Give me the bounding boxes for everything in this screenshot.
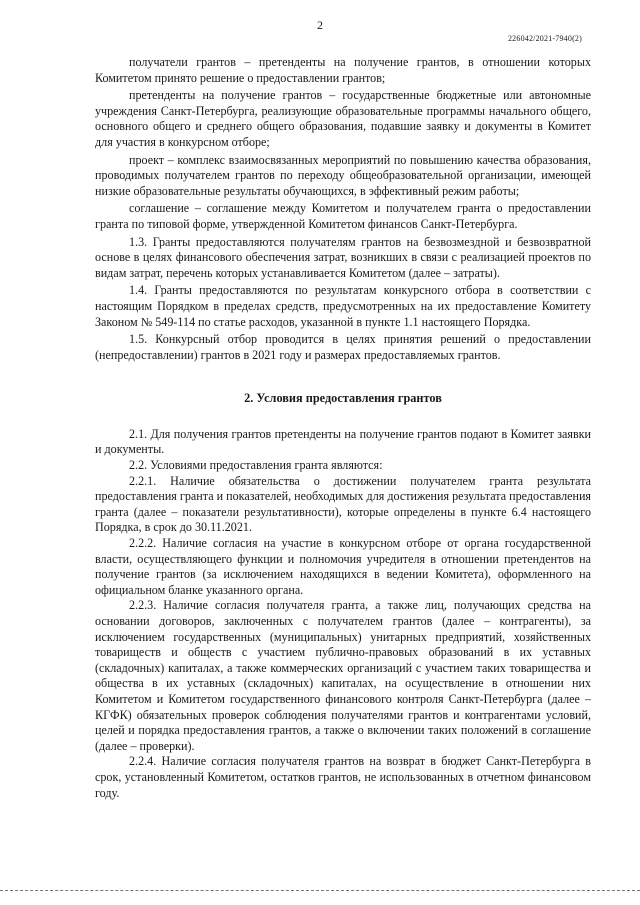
section-title: 2. Условия предоставления грантов [244,391,442,406]
paragraph: претенденты на получение грантов – государственные бюджетные или автономные учреждения Санкт-Петербурга, реализующие образовательные программы начального общего, основного общего и среднего общего образования, подавшие заявку и документы в Комитет для участия в конкурсном отборе; [95,88,591,149]
page-number: 2 [317,18,323,32]
paragraph: соглашение – соглашение между Комитетом и получателем гранта о предоставлении гранта по типовой форме, утвержденной Комитетом финансов Санкт-Петербурга. [95,201,591,231]
paragraph: проект – комплекс взаимосвязанных мероприятий по повышению качества образования, проводимых получателем грантов по переходу общеобразовательной организации, имеющей низкие образовательные результаты обучающихся, в эффективный режим работы; [95,152,591,198]
page-bottom-rule [0,890,640,891]
paragraph: 2.2.1. Наличие обязательства о достижении получателем гранта результата предоставления гранта и показателей, необходимых для достижения результата предоставления гранта (далее – показатели результативности), которые определены в пункте 6.4 настоящего Порядка, в срок до 30.11.2021. [95,473,591,535]
paragraph: 2.1. Для получения грантов претенденты на получение грантов подают в Комитет заявки и документы. [95,426,591,457]
paragraph: 2.2.3. Наличие согласия получателя гранта, а также лиц, получающих средства на основании договоров, заключенных с получателем грантов (далее – контрагенты), за исключением государственных (муниципальных) унитарных предприятий, хозяйственных товариществ и обществ с участием публично-правовых образований в их уставных (складочных) капиталах, а также коммерческих организаций с участием таких товарищества и общества в их уставных (складочных) капиталах, на осуществление в отношении них Комитетом и Комитетом государственного финансового контроля Санкт-Петербурга (далее – КГФК) обязательных проверок соблюдения получателями грантов и контрагентами условий, целей и порядка предоставления грантов, а также о включении таких положений в соглашение (далее – проверки). [95,598,591,753]
paragraph: 2.2.2. Наличие согласия на участие в конкурсном отборе от органа государственной власти, осуществляющего функции и полномочия учредителя в отношении претендентов на получение грантов (за исключением находящихся в ведении Комитета), оформленного на официальном бланке указанного органа. [95,536,591,597]
document-id: 226042/2021-7940(2) [507,34,582,43]
paragraph: 1.3. Гранты предоставляются получателям грантов на безвозмездной и безвозвратной основе в целях финансового обеспечения затрат, возникших в связи с реализацией проектов по видам затрат, перечень которых устанавливается Комитетом (далее – затраты). [95,234,591,280]
paragraph: 2.2.4. Наличие согласия получателя грантов на возврат в бюджет Санкт-Петербурга в срок, установленный Комитетом, остатков грантов, не использованных в отчетном финансовом году. [95,754,591,800]
document-body [95,55,591,801]
paragraph: 2.2. Условиями предоставления гранта являются: [129,458,383,473]
paragraph: 1.5. Конкурсный отбор проводится в целях принятия решений о предоставлении (непредоставлении) грантов в 2021 году и размерах предоставляемых грантов. [95,332,591,362]
paragraph: 1.4. Гранты предоставляются по результатам конкурсного отбора в соответствии с настоящим Порядком в пределах средств, предусмотренных на их предоставление Комитету Законом № 549-114 по статье расходов, указанной в пункте 1.1 настоящего Порядка. [95,283,591,329]
paragraph: получатели грантов – претенденты на получение грантов, в отношении которых Комитетом принято решение о предоставлении грантов; [95,55,591,85]
